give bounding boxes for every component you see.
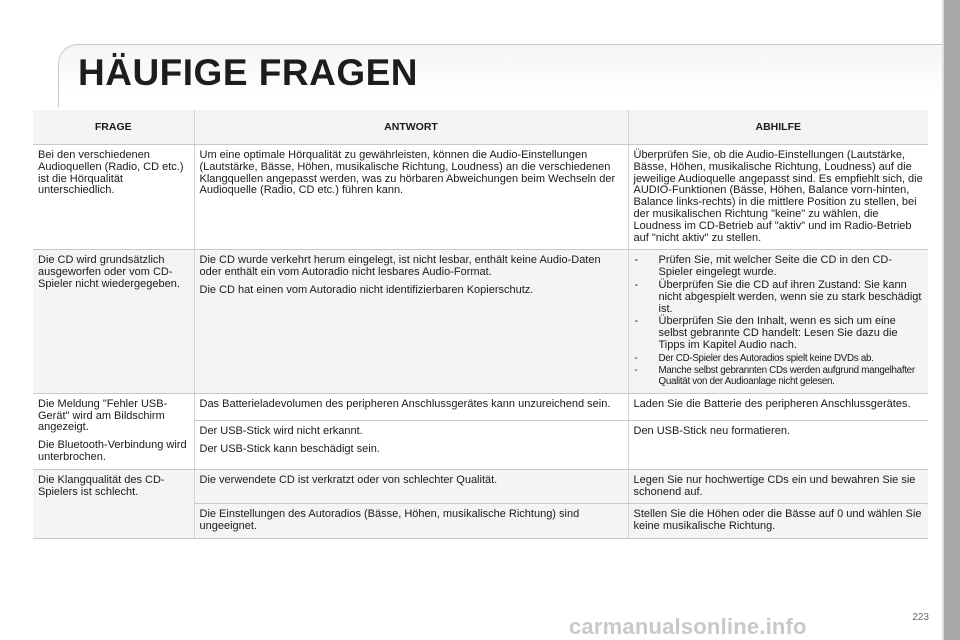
list-item: - Der CD-Spieler des Autoradios spielt keine DVDs ab. xyxy=(634,353,924,364)
antwort-text: Die CD wurde verkehrt herum eingelegt, ist nicht lesbar, enthält keine Audio-Daten oder enthält ein vom Autoradio nicht lesbares Audio-Format. xyxy=(199,254,601,279)
abhilfe-text: Stellen Sie die Höhen oder die Bässe auf 0 und wählen Sie keine musikalische Richtung. xyxy=(633,508,922,533)
table-row xyxy=(33,145,928,250)
antwort-cell xyxy=(194,421,628,470)
antwort-cell xyxy=(194,250,628,393)
abhilfe-cell xyxy=(628,250,928,393)
table-row xyxy=(33,250,928,393)
frage-cell xyxy=(33,469,194,538)
table-row xyxy=(33,469,928,504)
abhilfe-text: Legen Sie nur hochwertige CDs ein und bewahren Sie sie schonend auf. xyxy=(633,473,916,498)
side-bar xyxy=(944,0,960,640)
frage-text: Die CD wird grundsätzlich ausgeworfen oder vom CD-Spieler nicht wiedergegeben. xyxy=(38,254,180,290)
page-title: HÄUFIGE FRAGEN xyxy=(78,52,418,93)
antwort-cell xyxy=(194,504,628,539)
abhilfe-cell xyxy=(628,145,928,250)
frage-text: Die Bluetooth-Verbindung wird unterbrochen. xyxy=(38,439,187,463)
antwort-text: Um eine optimale Hörqualität zu gewährleisten, können die Audio-Einstellungen (Lautstärke, Bässe, Höhen, musikalische Richtung, Loudness) an die verschiedenen Klangquellen angepasst werden, was zu hörbaren Abweichungen beim Wechseln der Audioquelle (Radio, CD etc.) führen kann. xyxy=(199,149,616,197)
antwort-cell xyxy=(194,145,628,250)
list-item: - Prüfen Sie, mit welcher Seite die CD in den CD-Spieler eingelegt wurde. xyxy=(634,255,924,279)
antwort-text: Die Einstellungen des Autoradios (Bässe, Höhen, musikalische Richtung) sind ungeeignet. xyxy=(199,508,580,533)
antwort-cell xyxy=(194,393,628,420)
list-item: - Überprüfen Sie die CD auf ihren Zustand: Sie kann nicht abgespielt werden, wenn sie zu stark beschädigt ist. xyxy=(634,280,924,315)
abhilfe-text: Den USB-Stick neu formatieren. xyxy=(633,425,791,438)
faq-table xyxy=(33,110,928,539)
list-item: - Überprüfen Sie den Inhalt, wenn es sich um eine selbst gebrannte CD handelt: Lesen Sie dazu die Tipps im Kapitel Audio nach. xyxy=(634,316,924,351)
list-item: - Manche selbst gebrannten CDs werden aufgrund mangelhafter Qualität von der Audioanlage nicht gelesen. xyxy=(634,365,924,387)
table-row xyxy=(33,393,928,420)
header-antwort: ANTWORT xyxy=(194,110,628,145)
abhilfe-list xyxy=(634,255,924,386)
header-frage: FRAGE xyxy=(33,110,194,145)
frage-text: Bei den verschiedenen Audioquellen (Radio, CD etc.) ist die Hörqualität unterschiedlich. xyxy=(38,149,184,197)
abhilfe-cell xyxy=(628,469,928,504)
abhilfe-text: Überprüfen Sie, ob die Audio-Einstellungen (Lautstärke, Bässe, Höhen, musikalische Richtung, Loudness) auf die jeweilige Audioquelle angepasst sind. Es empfiehlt sich, die AUDIO-Funktionen (Bässe, Höhen, Balance vorn-hinten, Balance links-rechts) in die mittlere Position zu stellen, bei der musikalischen Richtung "keine" zu wählen, die Loudness im CD-Betrieb auf "aktiv" und im Radio-Betrieb auf "nicht aktiv" zu stellen. xyxy=(633,149,923,244)
abhilfe-cell xyxy=(628,393,928,420)
frage-cell xyxy=(33,250,194,393)
antwort-text: Der USB-Stick wird nicht erkannt. xyxy=(199,425,363,438)
watermark: carmanualsonline.info xyxy=(569,614,807,639)
page-number: 223 xyxy=(912,612,929,623)
antwort-cell xyxy=(194,469,628,504)
abhilfe-cell xyxy=(628,421,928,470)
antwort-text: Die CD hat einen vom Autoradio nicht identifizierbaren Kopierschutz. xyxy=(199,283,534,296)
frage-text: Die Klangqualität des CD-Spielers ist schlecht. xyxy=(38,473,165,498)
frage-cell xyxy=(33,393,194,469)
antwort-text: Die verwendete CD ist verkratzt oder von schlechter Qualität. xyxy=(199,473,498,486)
antwort-text: Das Batterieladevolumen des peripheren Anschlussgerätes kann unzureichend sein. xyxy=(199,397,611,410)
header-abhilfe: ABHILFE xyxy=(628,110,928,145)
frage-cell xyxy=(33,145,194,250)
table-header-row xyxy=(33,110,928,145)
antwort-text: Der USB-Stick kann beschädigt sein. xyxy=(199,442,380,455)
frage-text: Die Meldung "Fehler USB-Gerät" wird am Bildschirm angezeigt. xyxy=(38,397,168,434)
abhilfe-cell xyxy=(628,504,928,539)
abhilfe-text: Laden Sie die Batterie des peripheren Anschlussgerätes. xyxy=(633,397,911,410)
